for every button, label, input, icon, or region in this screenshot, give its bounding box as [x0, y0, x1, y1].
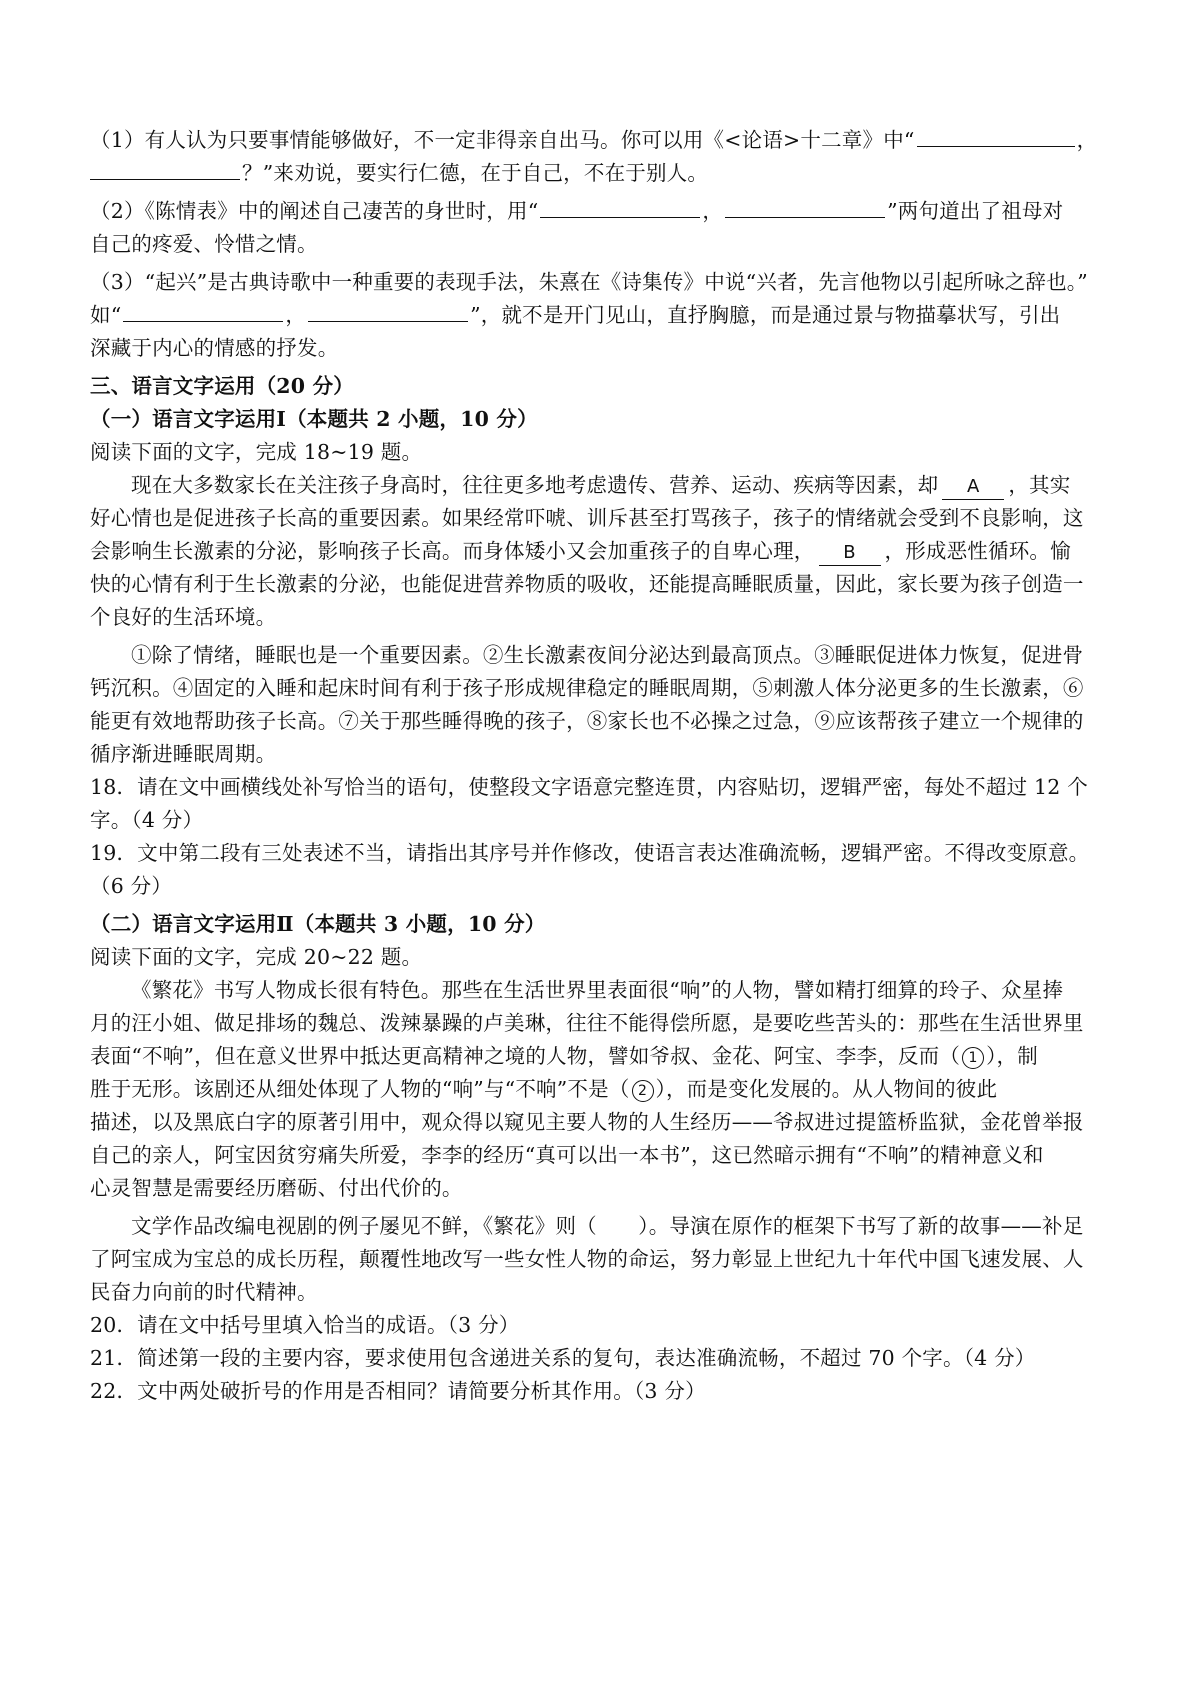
- p1-text: ，其实: [1008, 473, 1071, 497]
- part2-title: （二）语言文字运用Ⅱ（本题共 3 小题，10 分）: [90, 912, 546, 936]
- blank-b[interactable]: B: [819, 541, 881, 566]
- answer-blank[interactable]: [308, 299, 468, 322]
- p2-text: ①除了情绪，睡眠也是一个重要因素。②生长激素夜间分泌达到最高顶点。③睡眠促进体力恢复，促进骨: [131, 643, 1084, 667]
- question-21: 21．简述第一段的主要内容，要求使用包含递进关系的复句，表达准确流畅，不超过 70 个字。（4 分）: [90, 1346, 1036, 1370]
- section-title: 三、语言文字运用（20 分）: [90, 374, 354, 398]
- p1-text: 现在大多数家长在关注孩子身高时，往往更多地考虑遗传、营养、运动、疾病等因素，却: [131, 473, 939, 497]
- part2-instruction: 阅读下面的文字，完成 20~22 题。: [90, 945, 423, 969]
- q17-3-text-c: ，: [285, 303, 307, 327]
- pp2-text: 文学作品改编电视剧的例子屡见不鲜，《繁花》则（ ）。导演在原作的框架下书写了新的故事——补足: [131, 1214, 1084, 1238]
- pp1-text: ），制: [986, 1044, 1038, 1068]
- passage1-paragraph2: [90, 639, 1122, 771]
- pp1-text: 胜于无形。该剧还从细处体现了人物的“响”与“不响”不是（: [90, 1077, 630, 1101]
- part1-title: （一）语言文字运用Ⅰ（本题共 2 小题，10 分）: [90, 407, 538, 431]
- q17-2-text-d: 自己的疼爱、怜惜之情。: [90, 232, 318, 256]
- circled-number-2: 2: [632, 1080, 654, 1102]
- blank-a[interactable]: A: [942, 475, 1004, 500]
- q17-3-text-a: （3）“起兴”是古典诗歌中一种重要的表现手法，朱熹在《诗集传》中说“兴者，先言他物以引起所咏之辞也。”: [90, 270, 1088, 294]
- pp1-text: ），而是变化发展的。从人物间的彼此: [655, 1077, 998, 1101]
- pp2-text: 了阿宝成为宝总的成长历程，颠覆性地改写一些女性人物的命运，努力彰显上世纪九十年代中国飞速发展、人: [90, 1247, 1084, 1271]
- q17-1-text-a: （1）有人认为只要事情能够做好，不一定非得亲自出马。你可以用《<论语>十二章》中“: [90, 128, 915, 152]
- q17-2-text-c: ”两句道出了祖母对: [887, 199, 1064, 223]
- question-18: 18．请在文中画横线处补写恰当的语句，使整段文字语意完整连贯，内容贴切，逻辑严密，每处不超过 12 个: [90, 775, 1088, 799]
- pp1-text: 描述，以及黑底白字的原著引用中，观众得以窥见主要人物的人生经历——爷叔进过提篮桥监狱，金花曾举报: [90, 1110, 1084, 1134]
- answer-blank[interactable]: [917, 124, 1075, 147]
- exam-page: [90, 124, 1122, 1408]
- p1-text: ，形成恶性循环。愉: [884, 539, 1071, 563]
- pp1-text: 月的汪小姐、做足排场的魏总、泼辣暴躁的卢美琳，往往不能得偿所愿，是要吃些苦头的：那些在生活世界里: [90, 1011, 1084, 1035]
- passage2-paragraph1: [90, 974, 1122, 1205]
- answer-blank[interactable]: [123, 299, 283, 322]
- answer-blank[interactable]: [540, 195, 700, 218]
- p2-text: 钙沉积。④固定的入睡和起床时间有利于孩子形成规律稳定的睡眠周期，⑤刺激人体分泌更多的生长激素，⑥: [90, 676, 1084, 700]
- q17-3-text-b: 如“: [90, 303, 122, 327]
- question-20: 20．请在文中括号里填入恰当的成语。（3 分）: [90, 1313, 520, 1337]
- answer-blank[interactable]: [725, 195, 885, 218]
- p1-text: 快的心情有利于生长激素的分泌，也能促进营养物质的吸收，还能提高睡眠质量，因此，家长要为孩子创造一: [90, 572, 1084, 596]
- p1-text: 个良好的生活环境。: [90, 605, 277, 629]
- pp1-text: 《繁花》书写人物成长很有特色。那些在生活世界里表面很“响”的人物，譬如精打细算的玲子、众星捧: [131, 978, 1064, 1002]
- p2-text: 能更有效地帮助孩子长高。⑦关于那些睡得晚的孩子，⑧家长也不必操之过急，⑨应该帮孩子建立一个规律的: [90, 709, 1084, 733]
- p1-text: 好心情也是促进孩子长高的重要因素。如果经常吓唬、训斥甚至打骂孩子，孩子的情绪就会受到不良影响，这: [90, 506, 1084, 530]
- pp1-text: 自己的亲人，阿宝因贫穷痛失所爱，李李的经历“真可以出一本书”，这已然暗示拥有“不响”的精神意义和: [90, 1143, 1044, 1167]
- pp2-text: 民奋力向前的时代精神。: [90, 1280, 318, 1304]
- pp1-text: 表面“不响”，但在意义世界中抵达更高精神之境的人物，譬如爷叔、金花、阿宝、李李，反而（: [90, 1044, 961, 1068]
- q17-1-text-b: ，: [1076, 128, 1098, 152]
- question-22: 22．文中两处破折号的作用是否相同？请简要分析其作用。（3 分）: [90, 1379, 706, 1403]
- q17-2-text-a: （2）《陈情表》中的阐述自己凄苦的身世时，用“: [90, 199, 539, 223]
- question-18-cont: 字。（4 分）: [90, 808, 204, 832]
- passage1-paragraph1: [90, 469, 1122, 634]
- q17-1-text-c: ？”来劝说，要实行仁德，在于自己，不在于别人。: [242, 161, 709, 185]
- q17-item-2: [90, 195, 1122, 261]
- question-19-cont: （6 分）: [90, 874, 173, 898]
- circled-number-1: 1: [962, 1047, 984, 1069]
- passage2-paragraph2: [90, 1210, 1122, 1309]
- question-19: 19．文中第二段有三处表述不当，请指出其序号并作修改，使语言表达准确流畅，逻辑严密。不得改变原意。: [90, 841, 1090, 865]
- q17-3-text-e: 深藏于内心的情感的抒发。: [90, 336, 339, 360]
- pp1-text: 心灵智慧是需要经历磨砺、付出代价的。: [90, 1176, 463, 1200]
- q17-item-1: [90, 124, 1122, 190]
- p2-text: 循序渐进睡眠周期。: [90, 742, 277, 766]
- q17-2-text-b: ，: [702, 199, 724, 223]
- q17-3-text-d: ”，就不是开门见山，直抒胸臆，而是通过景与物描摹状写，引出: [470, 303, 1061, 327]
- answer-blank[interactable]: [90, 157, 240, 180]
- part1-instruction: 阅读下面的文字，完成 18~19 题。: [90, 440, 423, 464]
- p1-text: 会影响生长激素的分泌，影响孩子长高。而身体矮小又会加重孩子的自卑心理，: [90, 539, 815, 563]
- q17-item-3: [90, 266, 1122, 365]
